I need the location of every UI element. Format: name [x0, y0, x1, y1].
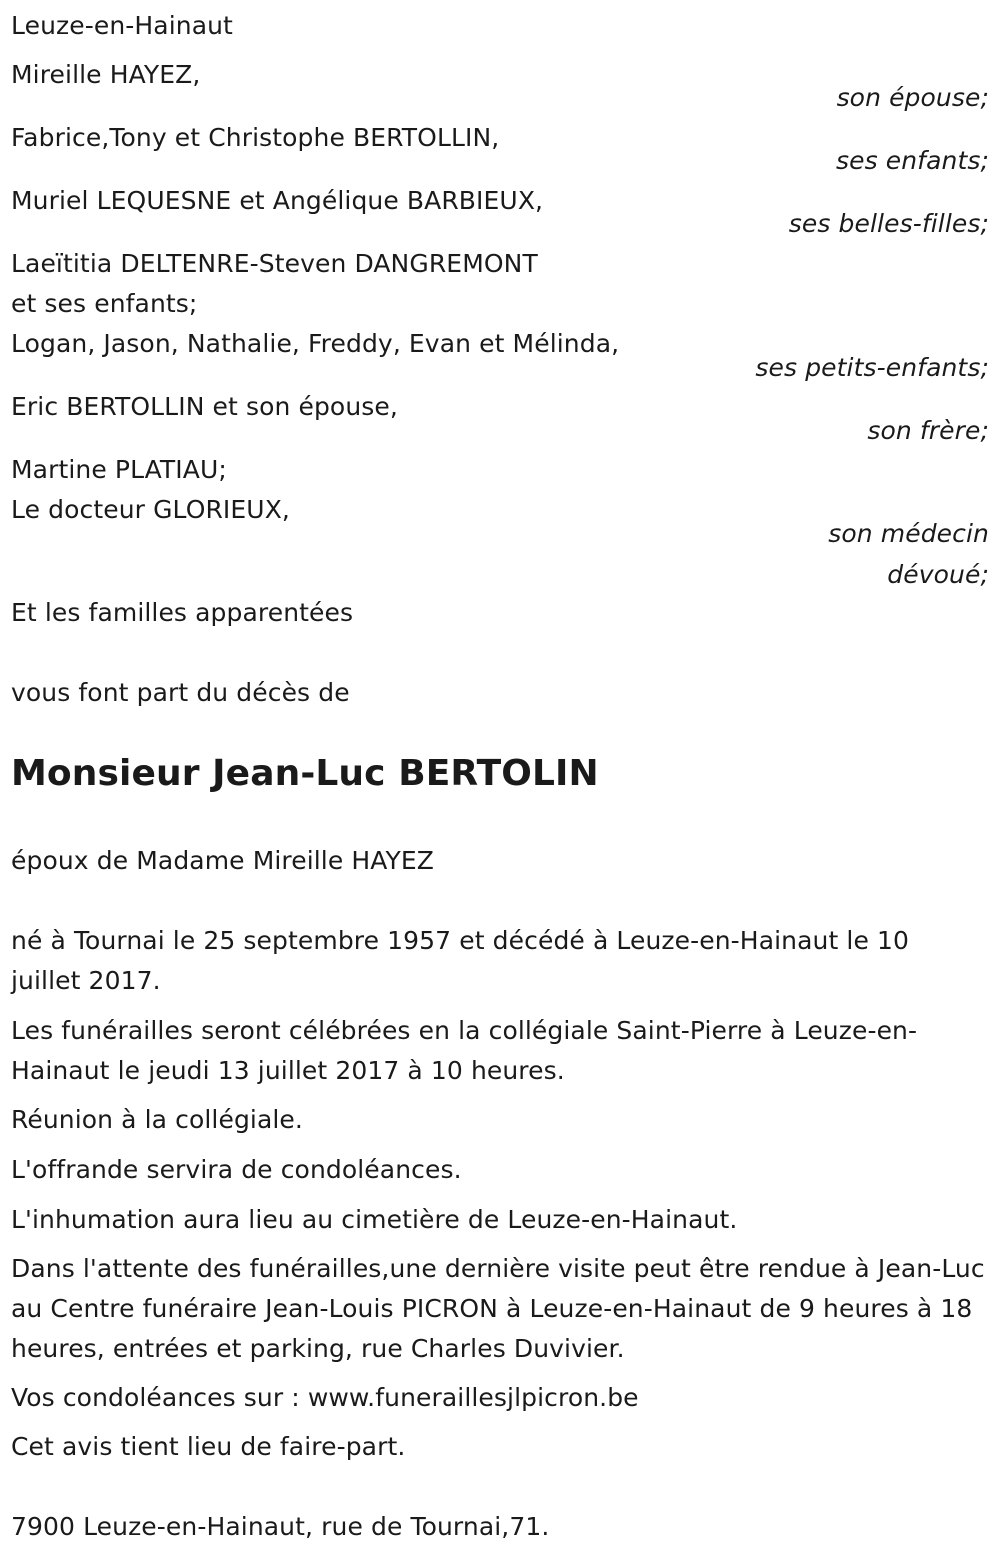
family-role-doctor-line2: dévoué;: [887, 560, 989, 589]
family-role-spouse: son épouse;: [836, 83, 989, 112]
family-name-daughters-in-law: Muriel LEQUESNE et Angélique BARBIEUX,: [11, 186, 544, 215]
burial-paragraph: L'inhumation aura lieu au cimetière de Leuze-en-Hainaut.: [11, 1205, 738, 1234]
family-name-doctor: Le docteur GLORIEUX,: [11, 495, 290, 524]
offering-paragraph: L'offrande servira de condoléances.: [11, 1155, 462, 1184]
family-name-and-children: et ses enfants;: [11, 289, 198, 318]
funeral-paragraph: Les funérailles seront célébrées en la collégiale Saint-Pierre à Leuze-en-Hainaut le jeudi 13 juillet 2017 à 10 heures.: [11, 1016, 918, 1085]
deceased-name: Monsieur Jean-Luc BERTOLIN: [11, 753, 599, 794]
family-role-daughters-in-law: ses belles-filles;: [788, 209, 989, 238]
family-name-spouse: Mireille HAYEZ,: [11, 60, 201, 89]
family-role-grandchildren: ses petits-enfants;: [755, 353, 989, 382]
family-name-grandchildren: Logan, Jason, Nathalie, Freddy, Evan et Mélinda,: [11, 329, 620, 358]
family-name-platiau: Martine PLATIAU;: [11, 455, 227, 484]
address: 7900 Leuze-en-Hainaut, rue de Tournai,71.: [11, 1512, 550, 1541]
families-related: Et les familles apparentées: [11, 598, 354, 627]
family-name-brother: Eric BERTOLLIN et son épouse,: [11, 392, 398, 421]
family-role-brother: son frère;: [867, 416, 989, 445]
announcement-text: vous font part du décès de: [11, 678, 350, 707]
notice-paragraph: Cet avis tient lieu de faire-part.: [11, 1432, 406, 1461]
header-place: Leuze-en-Hainaut: [11, 11, 233, 40]
family-role-children: ses enfants;: [835, 146, 989, 175]
family-role-doctor-line1: son médecin: [828, 519, 989, 548]
visit-paragraph: Dans l'attente des funérailles,une dernière visite peut être rendue à Jean-Luc au Centre funéraire Jean-Louis PICRON à Leuze-en-Hainaut de 9 heures à 18 heures, entrées et parking, rue Charles Duvivier.: [11, 1254, 985, 1363]
reunion-paragraph: Réunion à la collégiale.: [11, 1105, 303, 1134]
spouse-of: époux de Madame Mireille HAYEZ: [11, 846, 435, 875]
family-name-children: Fabrice,Tony et Christophe BERTOLLIN,: [11, 123, 500, 152]
family-name-deltenre: Laeïtitia DELTENRE-Steven DANGREMONT: [11, 249, 538, 278]
birth-death-paragraph: né à Tournai le 25 septembre 1957 et décédé à Leuze-en-Hainaut le 10 juillet 2017.: [11, 926, 909, 995]
condolences-paragraph: Vos condoléances sur : www.funeraillesjlpicron.be: [11, 1383, 639, 1412]
